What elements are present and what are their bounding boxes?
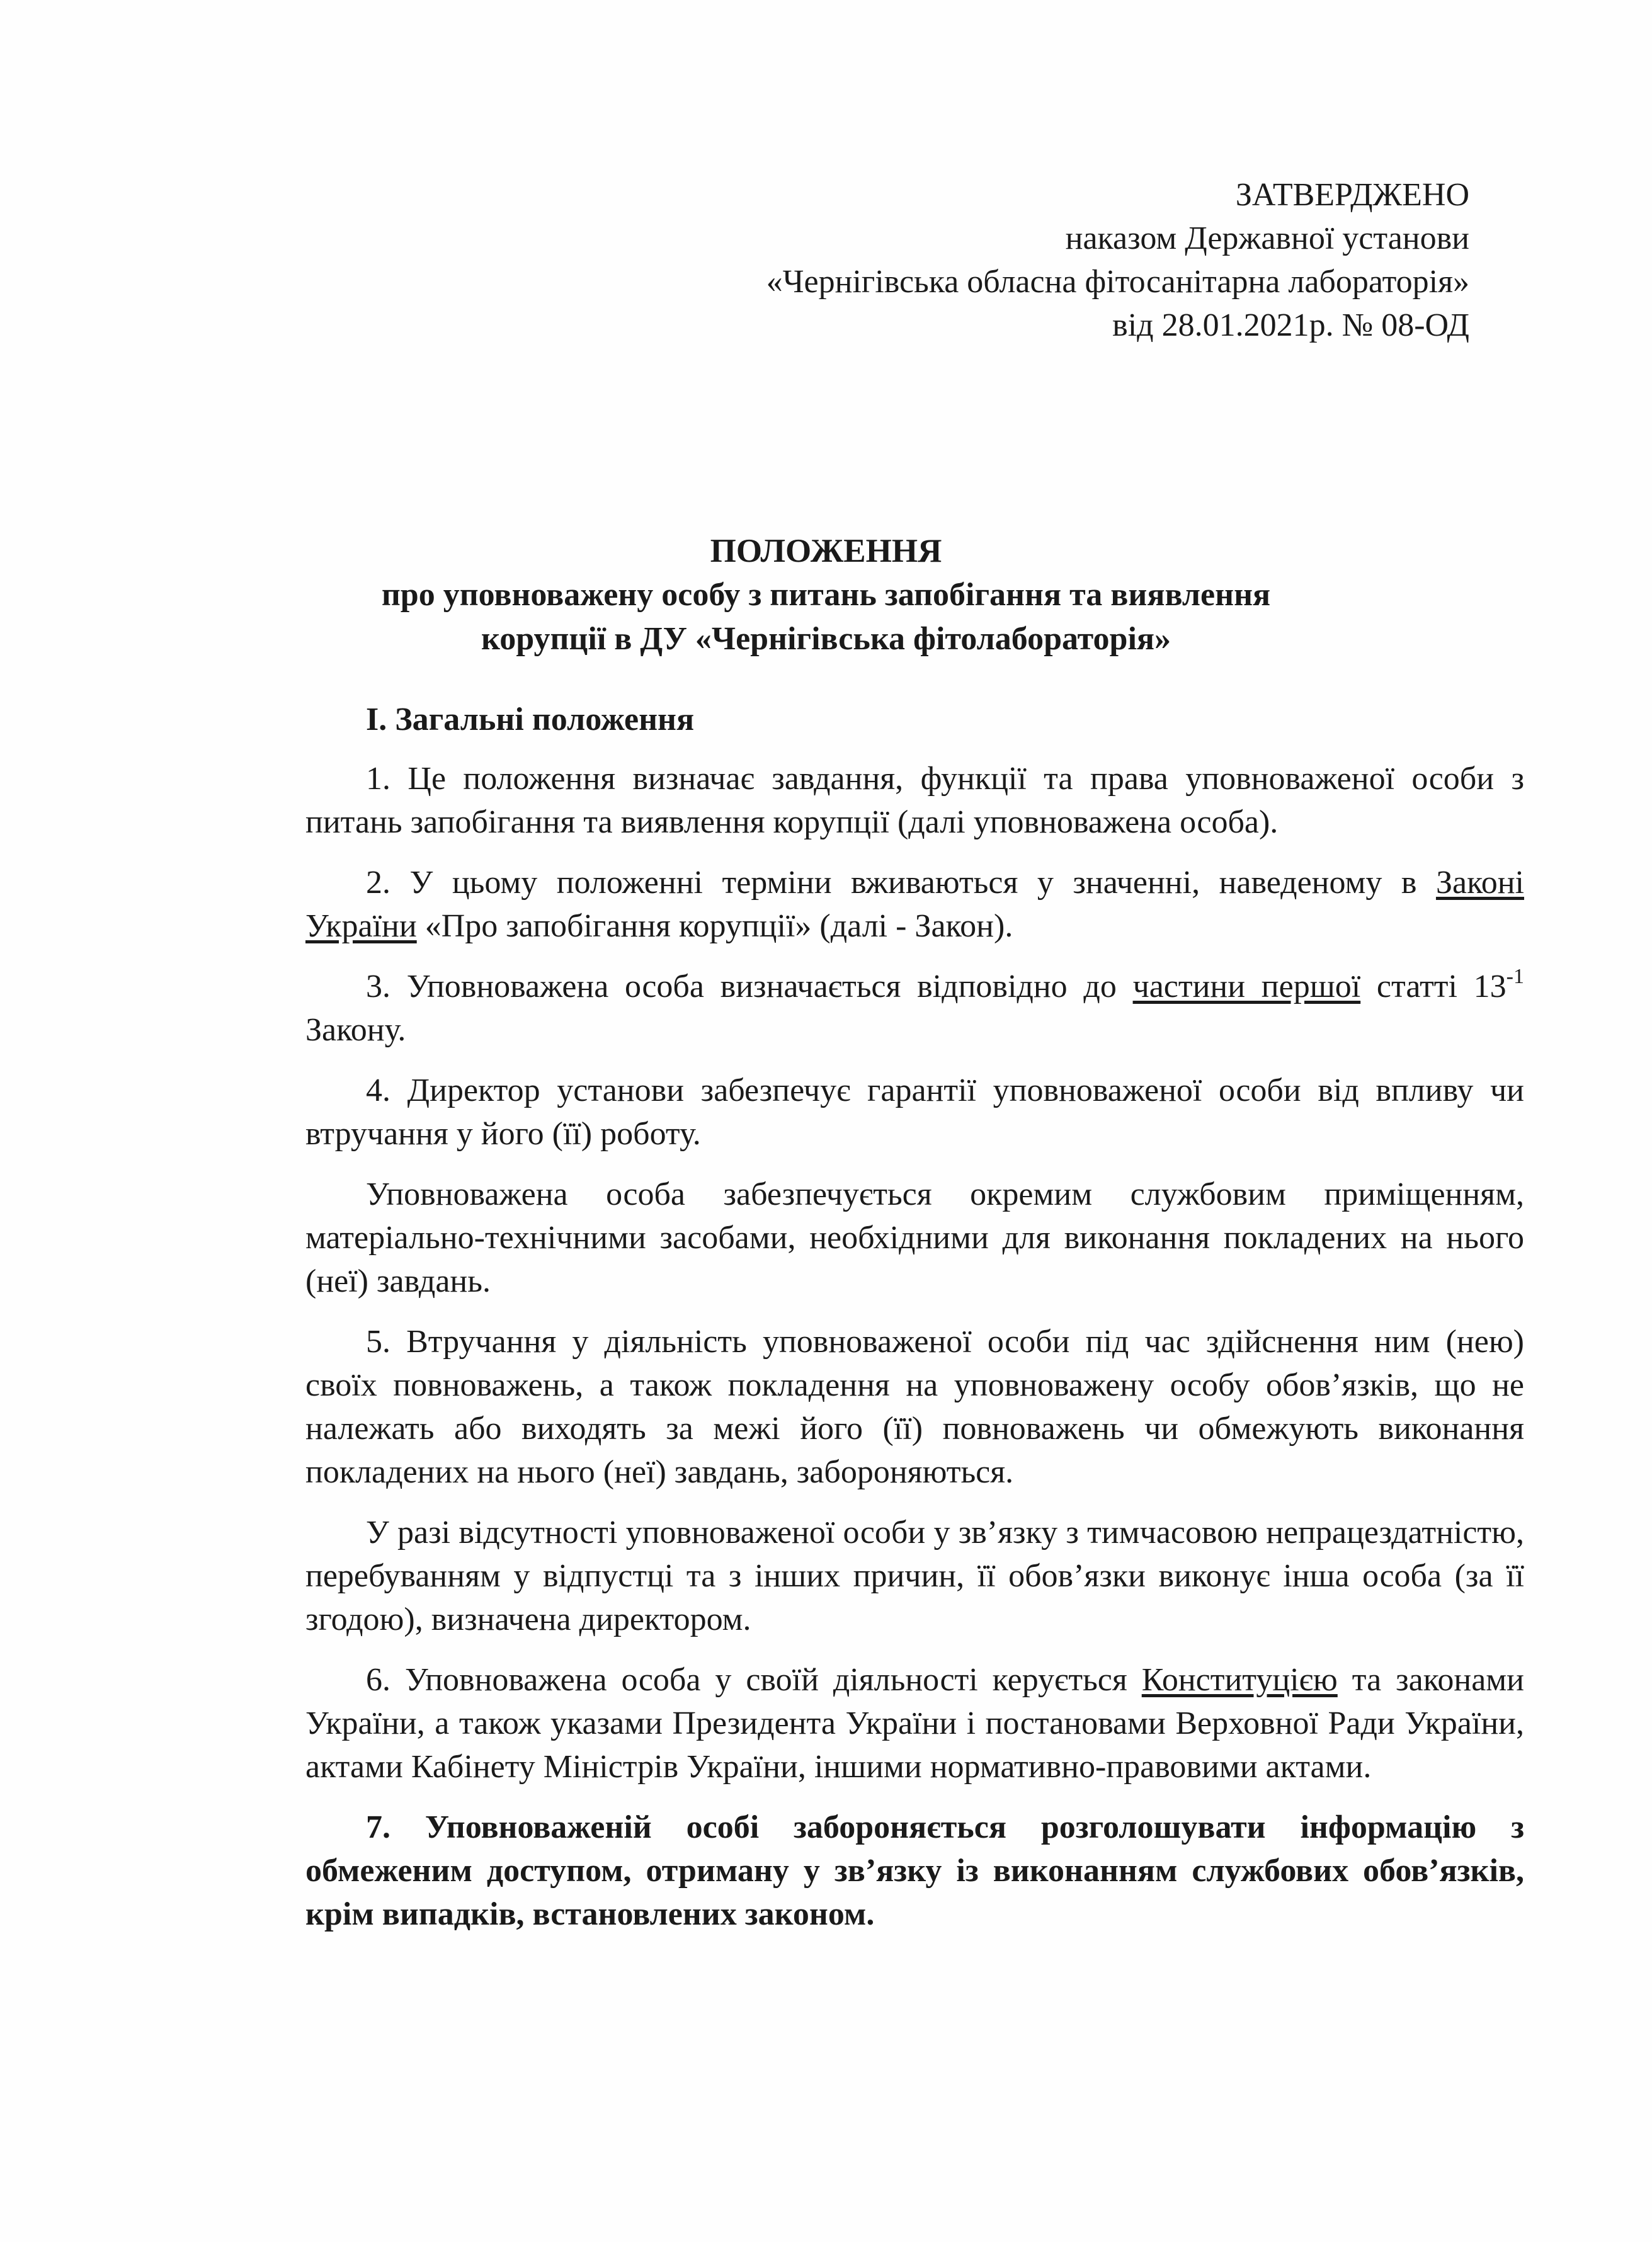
constitution-link[interactable]: Конституцією — [1141, 1662, 1338, 1698]
law-of-ukraine-link[interactable]: Законі України — [305, 865, 1524, 944]
section-heading-general: І. Загальні положення — [366, 702, 695, 737]
paragraph-2 — [305, 861, 1524, 948]
paragraph-6 — [305, 1658, 1524, 1789]
paragraph-1: 1. Це положення визначає завдання, функції та права уповноваженої особи з питань запобігання та виявлення корупції (далі уповноважена особа). — [305, 761, 1524, 840]
approval-institution-name: «Чернігівська обласна фітосанітарна лабораторія» — [766, 264, 1469, 300]
paragraph-5: 5. Втручання у діяльність уповноваженої особи під час здійснення ним (нею) своїх повноважень, а також покладення на уповноважену особу обов’язків, що не належать або виходять за межі його (її) повноважень чи обмежують виконання покладених на нього (неї) завдань, забороняються. — [305, 1324, 1524, 1490]
paragraph-5-continued: У разі відсутності уповноваженої особи у зв’язку з тимчасовою непрацездатністю, перебуванням у відпустці та з інших причин, її обов’язки виконує інша особа (за її згодою), визначена директором. — [305, 1515, 1524, 1637]
paragraph-4: 4. Директор установи забезпечує гарантії уповноваженої особи від впливу чи втручання у його (її) роботу. — [305, 1073, 1524, 1152]
paragraph-4-continued: Уповноважена особа забезпечується окремим службовим приміщенням, матеріально-технічними засобами, необхідними для виконання покладених на нього (неї) завдань. — [305, 1176, 1524, 1299]
paragraph-2-text-b: «Про запобігання корупції» (далі - Закон). — [416, 908, 1013, 944]
paragraph-6-text-b: та законами України, а також указами Президента України і постановами Верховної Ради України, актами Кабінету Міністрів України, іншими нормативно-правовими актами. — [305, 1662, 1525, 1785]
paragraph-2-text-a: 2. У цьому положенні терміни вживаються у значенні, наведеному в — [366, 865, 1436, 901]
paragraph-3 — [305, 965, 1524, 1052]
approval-stamp-word: ЗАТВЕРДЖЕНО — [1235, 177, 1469, 213]
paragraph-6-text-a: 6. Уповноважена особа у своїй діяльності керується — [366, 1662, 1142, 1698]
document-body — [305, 698, 1524, 1953]
paragraph-3-text-a: 3. Уповноважена особа визначається відповідно до — [366, 969, 1133, 1004]
paragraph-7: 7. Уповноваженій особі забороняється розголошувати інформацію з обмеженим доступом, отриману у зв’язку із виконанням службових обов’язків, крім випадків, встановлених законом. — [305, 1809, 1524, 1932]
paragraph-3-text-b: статті 13 — [1360, 969, 1507, 1004]
approval-order-line: наказом Державної установи — [1065, 220, 1469, 256]
part-one-link[interactable]: частини першої — [1132, 969, 1361, 1004]
document-subtitle-line2: корупції в ДУ «Чернігівська фітолабораторія» — [481, 621, 1171, 657]
approval-block — [766, 173, 1469, 347]
document-title: ПОЛОЖЕННЯ — [710, 533, 942, 569]
paragraph-3-text-c: Закону. — [305, 1012, 406, 1048]
document-title-block — [0, 529, 1652, 661]
article-superscript: -1 — [1506, 964, 1524, 988]
approval-date-number: від 28.01.2021р. № 08-ОД — [1112, 307, 1469, 343]
document-subtitle-line1: про уповноважену особу з питань запобігання та виявлення — [381, 577, 1271, 613]
